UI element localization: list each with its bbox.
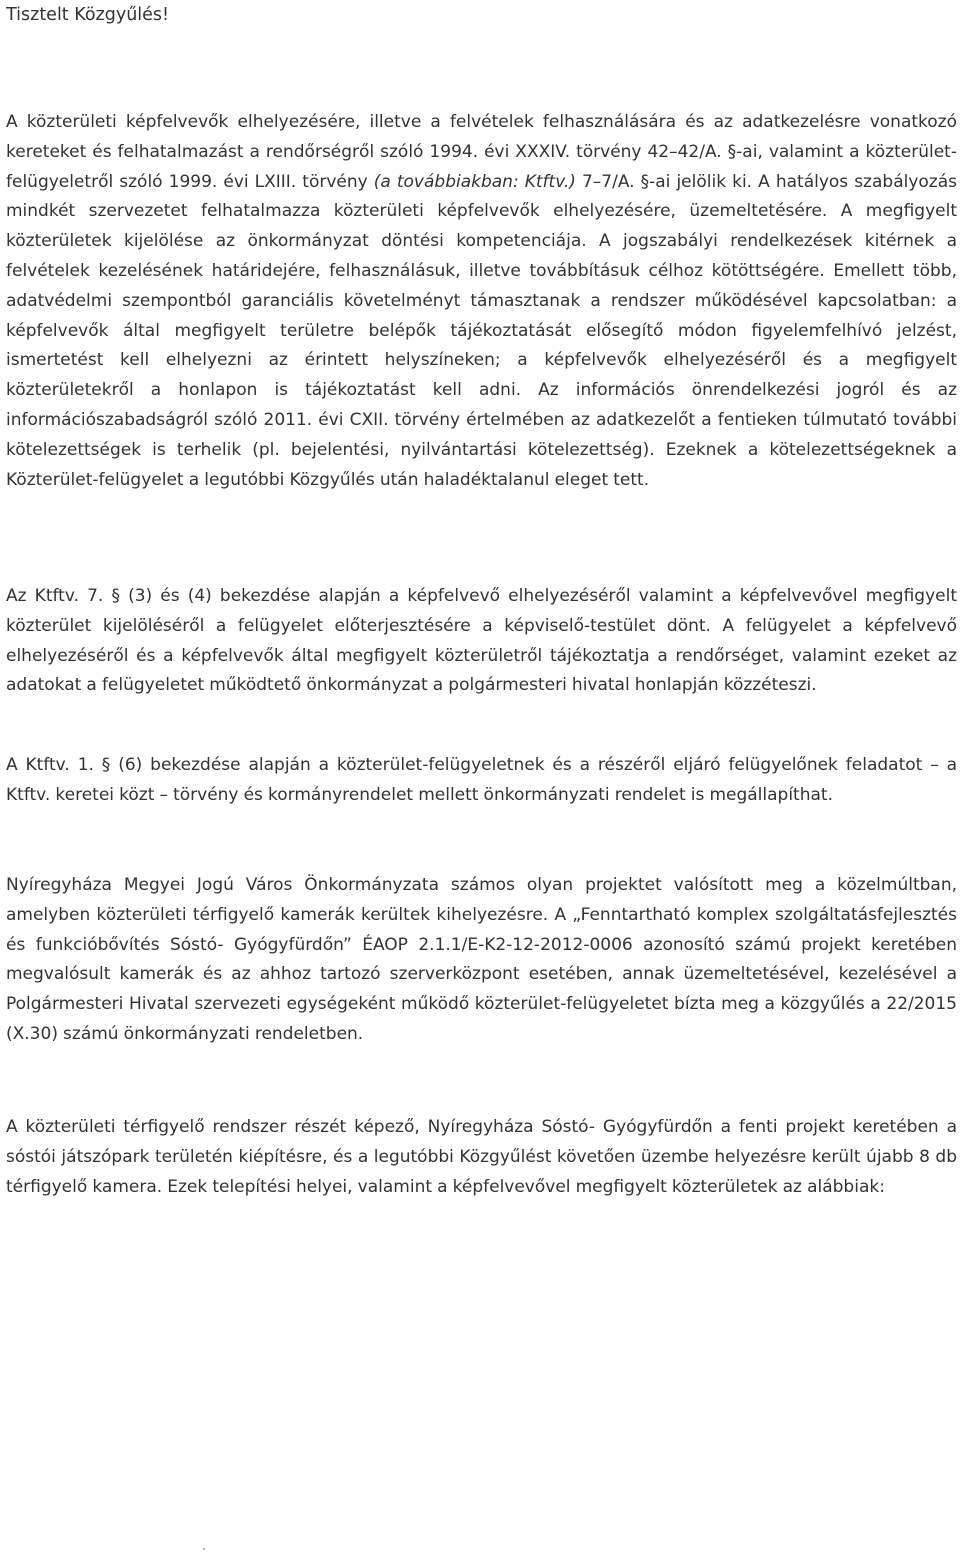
greeting-heading: Tisztelt Közgyűlés!	[6, 5, 170, 25]
paragraph-1-text-a: A közterületi képfelvevők elhelyezésére, illetve a felvételek felhasználására és az adatkezelésre vonatkozó kereteket és felhatalmazást a rendőrségről szóló 1994. évi XXXIV. törvény 42–42/A. §-ai, valamint a közterület-felügyeletről szóló 1999. évi LXIII. törvény	[6, 112, 957, 192]
paragraph-legal-framework	[6, 108, 957, 495]
paragraph-1-text-b: 7–7/A. §-ai jelölik ki. A hatályos szabályozás mindkét szervezetet felhatalmazza közterületi képfelvevők elhelyezésére, üzemeltetésére. A megfigyelt közterületek kijelölése az önkormányzat döntési kompetenciája. A jogszabályi rendelkezések kitérnek a felvételek kezelésének határidejére, felhasználásuk, illetve továbbításuk célhoz kötöttségére. Emellett több, adatvédelmi szempontból garanciális követelményt támasztanak a rendszer működésével kapcsolatban: a képfelvevők által megfigyelt területre belépők tájékoztatását elősegítő módon figyelemfelhívó jelzést, ismertetést kell elhelyezni az érintett helyszíneken; a képfelvevők elhelyezéséről és a megfigyelt közterületekről a honlapon is tájékoztatást kell adni. Az információs önrendelkezési jogról és az információszabadságról szóló 2011. évi CXII. törvény értelmében az adatkezelőt a fentieken túlmutató további kötelezettségek is terhelik (pl. bejelentési, nyilvántartási kötelezettség). Ezeknek a kötelezettségeknek a Közterület-felügyelet a legutóbbi Közgyűlés után haladéktalanul eleget tett.	[6, 171, 957, 490]
paragraph-cameras: A közterületi térfigyelő rendszer részét képező, Nyíregyháza Sóstó- Gyógyfürdőn a fenti projekt keretében a sóstói játszópark területén kiépítésre, és a legutóbbi Közgyűlést követően üzembe helyezésre került újabb 8 db térfigyelő kamera. Ezek telepítési helyei, valamint a képfelvevővel megfigyelt közterületek az alábbiak:	[6, 1117, 957, 1197]
paragraph-1-italic-abbreviation: (a továbbiakban: Ktftv.)	[373, 171, 576, 192]
paragraph-ktftv-1: A Ktftv. 1. § (6) bekezdése alapján a közterület-felügyeletnek és a részéről eljáró felügyelőnek feladatot – a Ktftv. keretei közt – törvény és kormányrendelet mellett önkormányzati rendelet is megállapíthat.	[6, 755, 957, 805]
paragraph-ktftv-7: Az Ktftv. 7. § (3) és (4) bekezdése alapján a képfelvevő elhelyezéséről valamint a képfelvevővel megfigyelt közterület kijelöléséről a felügyelet előterjesztésére a képviselő-testület dönt. A felügyelet a képfelvevő elhelyezéséről és a képfelvevők által megfigyelt közterületről tájékoztatja a rendőrséget, valamint ezeket az adatokat a felügyeletet működtető önkormányzat a polgármesteri hivatal honlapján közzéteszi.	[6, 586, 957, 696]
paragraph-projects: Nyíregyháza Megyei Jogú Város Önkormányzata számos olyan projektet valósított meg a közelmúltban, amelyben közterületi térfigyelő kamerák kerültek kihelyezésre. A „Fenntartható komplex szolgáltatásfejlesztés és funkcióbővítés Sóstó- Gyógyfürdőn” ÉAOP 2.1.1/E-K2-12-2012-0006 azonosító számú projekt keretében megvalósult kamerák és az ahhoz tartozó szerverközpont esetében, annak üzemeltetésével, kezelésével a Polgármesteri Hivatal szervezeti egységeként működő közterület-felügyeletet bízta meg a közgyűlés a 22/2015 (X.30) számú önkormányzati rendeletben.	[6, 875, 957, 1044]
scan-speck	[203, 1548, 205, 1550]
